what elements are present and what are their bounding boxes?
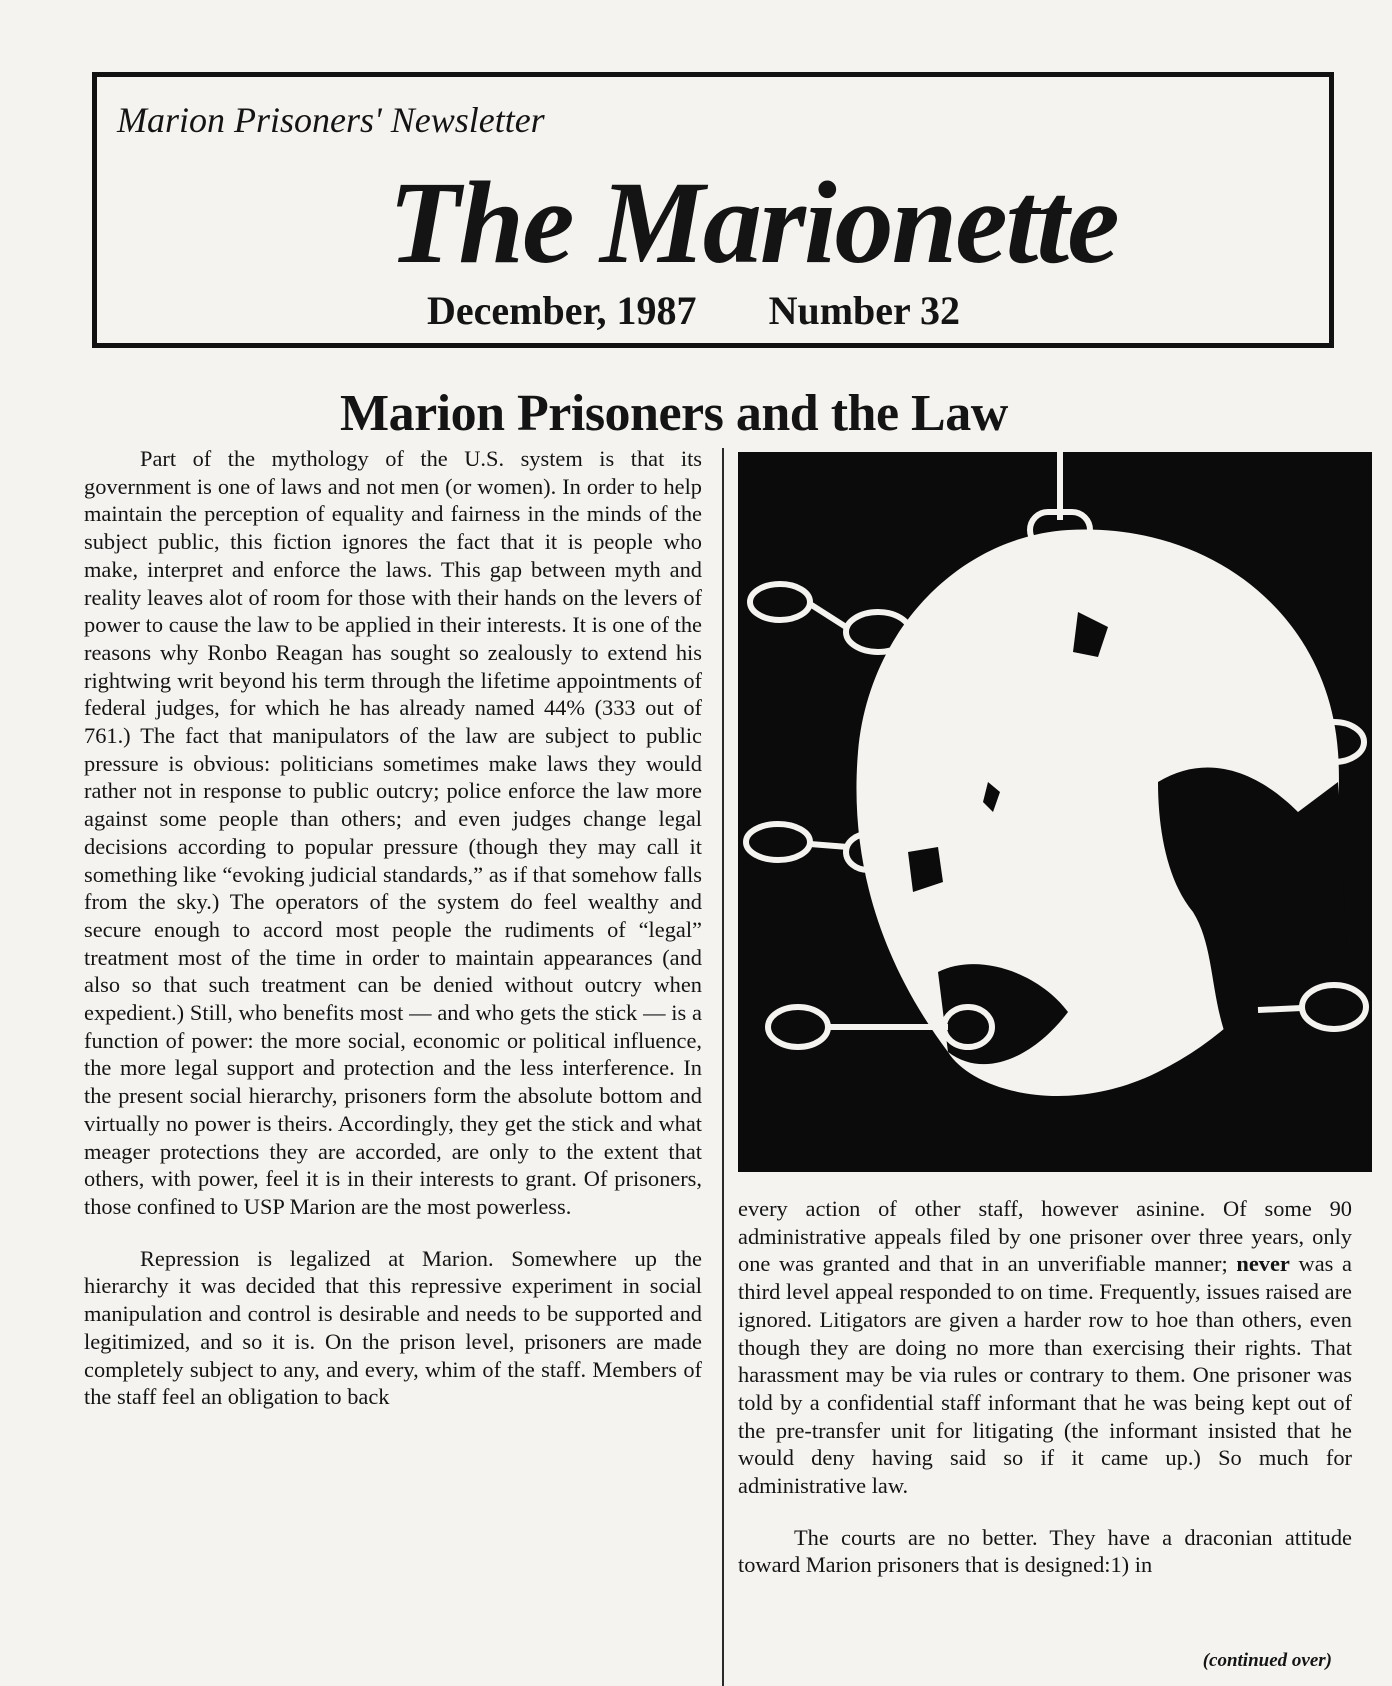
issue-line bbox=[427, 287, 960, 334]
continued-note: (continued over) bbox=[1202, 1650, 1332, 1671]
paragraph: The courts are no better. They have a draconian attitude toward Marion prisoners that is designed:1) in bbox=[738, 1524, 1352, 1578]
newsletter-subtitle: Marion Prisoners' Newsletter bbox=[117, 100, 545, 140]
left-column bbox=[84, 445, 702, 1411]
article-headline: Marion Prisoners and the Law bbox=[340, 384, 1140, 443]
paragraph: every action of other staff, however asinine. Of some 90 administrative appeals filed by one prisoner over three years, only one was granted and that in an unverifiable manner; never was a third level appeal responded to on time. Frequently, issues raised are ignored. Litigators are given a harder row to hoe than others, even though they are doing no more than exercising their rights. That harassment may be via rules or contrary to them. One prisoner was told by a confidential staff informant that he was being kept out of the pre-transfer unit for litigating (the informant insisted that he would deny having said so if it came up.) So much for administrative law. bbox=[738, 1196, 1352, 1499]
column-rule bbox=[722, 448, 724, 1686]
emphasis-never: never bbox=[1236, 1251, 1290, 1277]
issue-number: Number 32 bbox=[768, 288, 961, 333]
paragraph: Part of the mythology of the U.S. system is that its government is one of laws and not men (or women). In order to help maintain the perception of equality and fairness in the minds of the subject public, this fiction ignores the fact that it is people who make, interpret and enforce the laws. This gap between myth and reality leaves alot of room for those with their hands on the levers of power to cause the law to be applied in their interests. It is one of the reasons why Ronbo Reagan has sought so zealously to extend his rightwing writ beyond his term through the lifetime appointments of federal judges, for which he has already named 44% (333 out of 761.) The fact that manipulators of the law are subject to public pressure is obvious: politicians sometimes make laws they would rather not in response to public outcry; police enforce the law more against some people than others; and even judges change legal decisions according to popular pressure (though they may call it something like “evoking judicial standards,” as if that somehow falls from the sky.) The operators of the system do feel wealthy and secure enough to accord most people the rudiments of “legal” treatment most of the time in order to maintain appearances (and also so that such treatment can be denied without outcry when expedient.) Still, who benefits most — and who gets the stick — is a function of power: the more social, economic or political influence, the more legal support and protection and the less interference. In the present social hierarchy, prisoners form the absolute bottom and virtually no power is theirs. Accordingly, they get the stick and what meager protections they are accorded, are only to the extent that others, with power, feel it is in their interests to grant. Of prisoners, those confined to USP Marion are the most powerless. bbox=[84, 446, 702, 1219]
issue-date: December, 1987 bbox=[427, 288, 697, 333]
chained-globe-illustration bbox=[738, 452, 1372, 1172]
paragraph: Repression is legalized at Marion. Somewhere up the hierarchy it was decided that this repressive experiment in social manipulation and control is desirable and needs to be supported and legitimized, and so it is. On the prison level, prisoners are made completely subject to any, and every, whim of the staff. Members of the staff feel an obligation to back bbox=[84, 1245, 702, 1410]
newsletter-name: The Marionette bbox=[388, 157, 1118, 288]
masthead bbox=[92, 72, 1334, 348]
right-column bbox=[738, 1195, 1352, 1579]
